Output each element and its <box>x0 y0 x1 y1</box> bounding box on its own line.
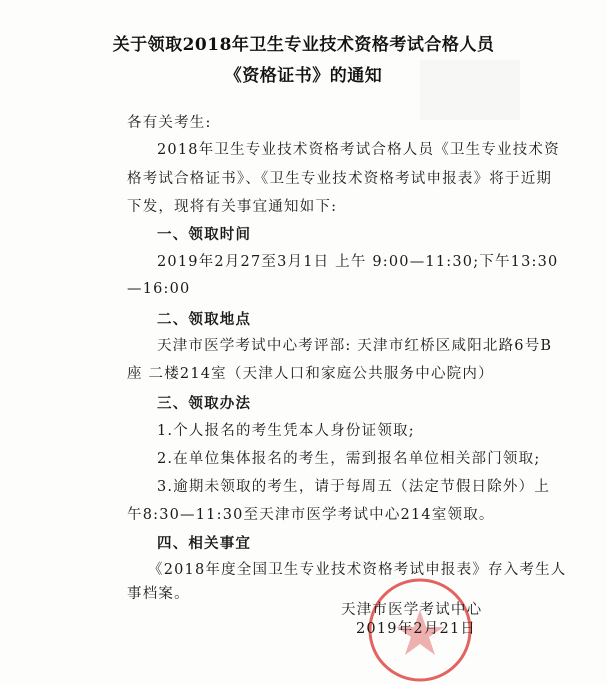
intro-line: 下发，现将有关事宜通知如下: <box>127 199 338 215</box>
section-line: 事档案。 <box>127 586 190 602</box>
section-line: 1.个人报名的考生凭本人身份证领取; <box>157 423 415 439</box>
section-line: 座 二楼214室（天津人口和家庭公共服务中心院内） <box>127 366 494 382</box>
intro-line: 格考试合格证书》、《卫生专业技术资格考试申报表》将于近期 <box>127 171 553 187</box>
salutation: 各有关考生: <box>127 115 212 131</box>
section-line: 《2018年度全国卫生专业技术资格考试申报表》存入考生人 <box>148 562 567 578</box>
section-heading-time: 一、领取时间 <box>157 226 252 243</box>
section-line: —16:00 <box>127 281 191 297</box>
document-title-line-2: 《资格证书》的通知 <box>224 66 383 86</box>
document-title-line-1: 关于领取2018年卫生专业技术资格考试合格人员 <box>112 35 495 55</box>
signature-date: 2019年2月21日 <box>356 621 477 637</box>
section-heading-place: 二、领取地点 <box>157 311 252 328</box>
section-line: 2019年2月27至3月1日 上午 9:00—11:30;下午13:30 <box>157 254 559 270</box>
section-line: 午8:30—11:30至天津市医学考试中心214室领取。 <box>127 507 495 523</box>
intro-line: 2018年卫生专业技术资格考试合格人员《卫生专业技术资 <box>157 142 560 158</box>
section-heading-method: 三、领取办法 <box>157 395 252 412</box>
section-line: 2.在单位集体报名的考生，需到报名单位相关部门领取; <box>157 451 541 467</box>
section-line: 3.逾期未领取的考生，请于每周五（法定节假日除外）上 <box>157 479 551 495</box>
signature-org: 天津市医学考试中心 <box>341 602 483 618</box>
section-line: 天津市医学考试中心考评部: 天津市红桥区咸阳北路6号B <box>157 338 553 354</box>
section-heading-other: 四、相关事宜 <box>157 535 252 552</box>
